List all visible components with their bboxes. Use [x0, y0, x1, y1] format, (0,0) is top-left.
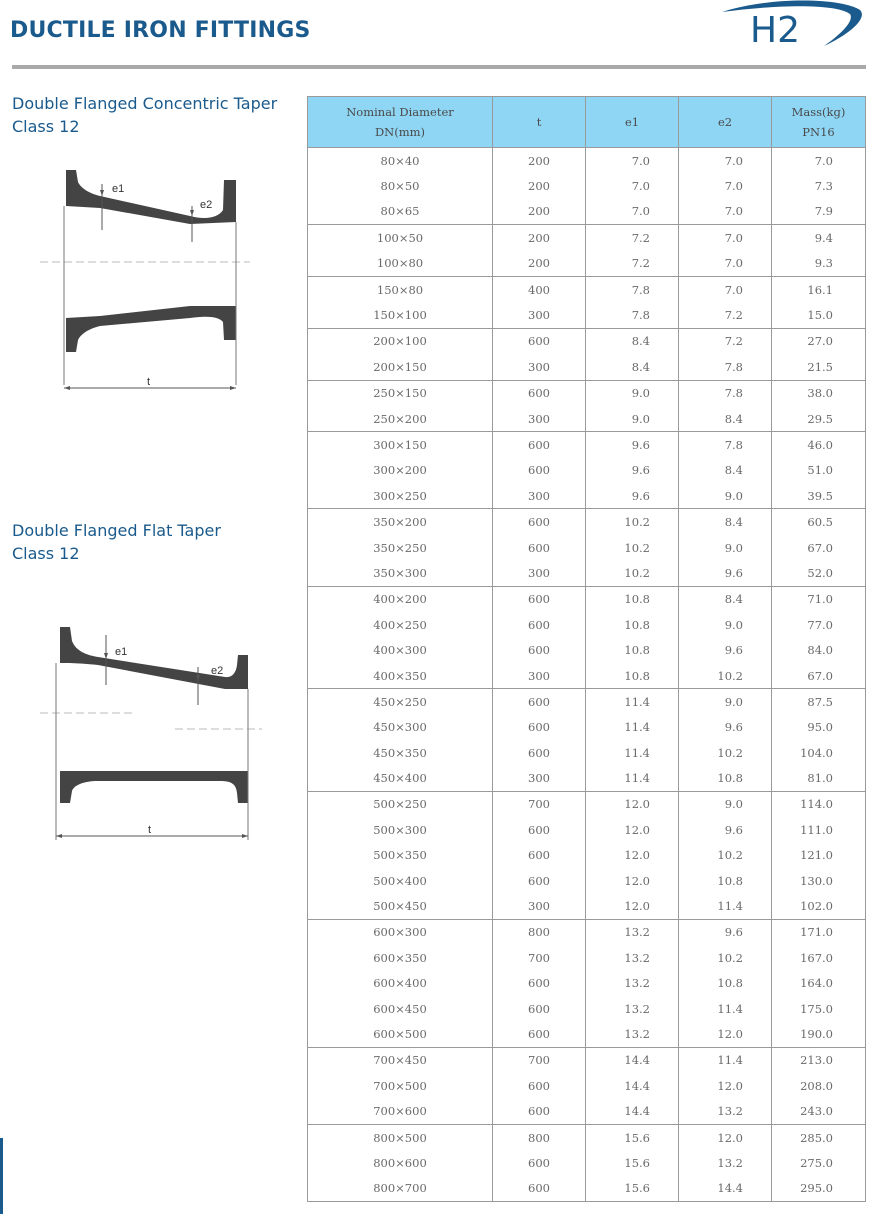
e2-cell: 8.4: [679, 458, 772, 483]
e2-cell: 7.2: [679, 328, 772, 354]
page-title: DUCTILE IRON FITTINGS: [10, 18, 311, 43]
t-cell: 400: [493, 276, 586, 302]
table-row: [308, 612, 866, 637]
e2-cell: 9.6: [679, 817, 772, 842]
t-cell: 600: [493, 689, 586, 715]
e1-cell: 13.2: [586, 919, 679, 945]
t-cell: 600: [493, 458, 586, 483]
t-cell: 600: [493, 868, 586, 893]
nominal-diameter-cell: 450×300: [308, 715, 493, 740]
nominal-diameter-cell: 300×150: [308, 432, 493, 458]
t-cell: 600: [493, 715, 586, 740]
t-cell: 600: [493, 740, 586, 765]
t-cell: 300: [493, 406, 586, 432]
nominal-diameter-cell: 250×150: [308, 380, 493, 406]
nominal-diameter-cell: 400×300: [308, 637, 493, 662]
table-row: [308, 199, 866, 225]
nominal-diameter-cell: 500×300: [308, 817, 493, 842]
table-row: [308, 689, 866, 715]
t-label: t: [148, 824, 152, 836]
nominal-diameter-cell: 200×150: [308, 354, 493, 380]
concentric-taper-diagram: [40, 170, 260, 400]
e1-cell: 7.8: [586, 276, 679, 302]
e1-cell: 15.6: [586, 1176, 679, 1202]
e1-cell: 12.0: [586, 791, 679, 817]
t-cell: 200: [493, 225, 586, 251]
table-row: [308, 843, 866, 868]
e2-cell: 7.0: [679, 199, 772, 225]
table-row: [308, 1047, 866, 1073]
t-cell: 600: [493, 1021, 586, 1047]
e2-cell: 9.0: [679, 483, 772, 509]
e2-cell: 7.8: [679, 432, 772, 458]
table-row: [308, 509, 866, 535]
mass-cell: 175.0: [772, 996, 866, 1021]
e2-cell: 11.4: [679, 996, 772, 1021]
table-row: [308, 971, 866, 996]
nominal-diameter-cell: 350×200: [308, 509, 493, 535]
table-row: [308, 1021, 866, 1047]
e2-label: e2: [211, 665, 224, 677]
e1-cell: 15.6: [586, 1124, 679, 1150]
nominal-diameter-cell: 100×80: [308, 251, 493, 277]
mass-cell: 67.0: [772, 663, 866, 689]
mass-cell: 7.0: [772, 148, 866, 174]
mass-cell: 9.4: [772, 225, 866, 251]
mass-cell: 67.0: [772, 535, 866, 560]
mass-cell: 130.0: [772, 868, 866, 893]
t-cell: 700: [493, 1047, 586, 1073]
e1-cell: 10.8: [586, 637, 679, 662]
table-row: [308, 251, 866, 277]
mass-cell: 104.0: [772, 740, 866, 765]
column-header-mass: Mass(kg) PN16: [772, 97, 866, 148]
e1-cell: 10.8: [586, 586, 679, 612]
e1-cell: 11.4: [586, 765, 679, 791]
e1-cell: 13.2: [586, 971, 679, 996]
e1-cell: 10.2: [586, 560, 679, 586]
e2-cell: 7.2: [679, 302, 772, 328]
e1-cell: 7.2: [586, 225, 679, 251]
mass-cell: 29.5: [772, 406, 866, 432]
e2-cell: 10.2: [679, 740, 772, 765]
t-cell: 200: [493, 251, 586, 277]
header-divider: [12, 65, 866, 69]
nominal-diameter-cell: 500×250: [308, 791, 493, 817]
e1-cell: 12.0: [586, 817, 679, 842]
nominal-diameter-cell: 800×700: [308, 1176, 493, 1202]
e2-cell: 10.8: [679, 971, 772, 996]
mass-cell: 208.0: [772, 1073, 866, 1098]
nominal-diameter-cell: 450×350: [308, 740, 493, 765]
t-label: t: [147, 376, 151, 388]
e1-cell: 13.2: [586, 945, 679, 970]
t-cell: 800: [493, 1124, 586, 1150]
t-cell: 600: [493, 1150, 586, 1175]
e2-cell: 12.0: [679, 1021, 772, 1047]
nominal-diameter-cell: 800×600: [308, 1150, 493, 1175]
mass-cell: 81.0: [772, 765, 866, 791]
e2-cell: 9.6: [679, 919, 772, 945]
e2-cell: 13.2: [679, 1098, 772, 1124]
lower-wall: [60, 771, 248, 803]
t-cell: 600: [493, 996, 586, 1021]
nominal-diameter-cell: 700×600: [308, 1098, 493, 1124]
nominal-diameter-cell: 300×200: [308, 458, 493, 483]
nominal-diameter-cell: 400×350: [308, 663, 493, 689]
column-header-nominal-diameter: Nominal Diameter DN(mm): [308, 97, 493, 148]
t-cell: 700: [493, 791, 586, 817]
t-cell: 300: [493, 765, 586, 791]
e1-cell: 13.2: [586, 996, 679, 1021]
lower-wall: [66, 306, 236, 352]
mass-cell: 21.5: [772, 354, 866, 380]
table-row: [308, 586, 866, 612]
nominal-diameter-cell: 700×500: [308, 1073, 493, 1098]
upper-wall: [60, 627, 248, 689]
logo-text: H2: [750, 10, 800, 51]
mass-cell: 52.0: [772, 560, 866, 586]
e1-cell: 10.8: [586, 663, 679, 689]
t-cell: 300: [493, 893, 586, 919]
table-row: [308, 765, 866, 791]
table-row: [308, 328, 866, 354]
mass-cell: 46.0: [772, 432, 866, 458]
section-class: Class 12: [12, 544, 80, 563]
t-cell: 600: [493, 612, 586, 637]
table-row: [308, 893, 866, 919]
mass-cell: 190.0: [772, 1021, 866, 1047]
t-cell: 300: [493, 663, 586, 689]
t-cell: 600: [493, 432, 586, 458]
table-row: [308, 225, 866, 251]
e2-cell: 7.0: [679, 173, 772, 198]
e2-cell: 10.2: [679, 663, 772, 689]
t-cell: 300: [493, 354, 586, 380]
t-cell: 700: [493, 945, 586, 970]
table-row: [308, 302, 866, 328]
e2-cell: 7.0: [679, 251, 772, 277]
nominal-diameter-cell: 600×400: [308, 971, 493, 996]
e2-cell: 14.4: [679, 1176, 772, 1202]
table-row: [308, 919, 866, 945]
e1-cell: 7.0: [586, 199, 679, 225]
table-header-row: [308, 97, 866, 148]
column-header-e2: e2: [679, 97, 772, 148]
e2-cell: 10.8: [679, 765, 772, 791]
mass-cell: 114.0: [772, 791, 866, 817]
e2-cell: 9.0: [679, 535, 772, 560]
e2-cell: 12.0: [679, 1073, 772, 1098]
mass-cell: 167.0: [772, 945, 866, 970]
table-row: [308, 791, 866, 817]
e2-cell: 7.8: [679, 354, 772, 380]
section-title-concentric: [12, 92, 277, 138]
e1-cell: 7.0: [586, 173, 679, 198]
nominal-diameter-cell: 400×200: [308, 586, 493, 612]
table-row: [308, 560, 866, 586]
e1-cell: 10.2: [586, 535, 679, 560]
mass-cell: 39.5: [772, 483, 866, 509]
e2-cell: 7.0: [679, 225, 772, 251]
e1-label: e1: [112, 183, 125, 195]
e2-cell: 9.6: [679, 637, 772, 662]
t-cell: 300: [493, 483, 586, 509]
table-row: [308, 740, 866, 765]
e1-cell: 9.6: [586, 458, 679, 483]
mass-cell: 213.0: [772, 1047, 866, 1073]
e1-cell: 8.4: [586, 328, 679, 354]
nominal-diameter-cell: 800×500: [308, 1124, 493, 1150]
mass-cell: 111.0: [772, 817, 866, 842]
table-row: [308, 715, 866, 740]
mass-cell: 38.0: [772, 380, 866, 406]
mass-cell: 7.9: [772, 199, 866, 225]
mass-cell: 9.3: [772, 251, 866, 277]
nominal-diameter-cell: 500×400: [308, 868, 493, 893]
e1-cell: 11.4: [586, 715, 679, 740]
section-title-flat: [12, 519, 221, 565]
nominal-diameter-cell: 80×40: [308, 148, 493, 174]
nominal-diameter-cell: 80×50: [308, 173, 493, 198]
table-row: [308, 173, 866, 198]
e2-cell: 8.4: [679, 586, 772, 612]
e1-cell: 12.0: [586, 843, 679, 868]
nominal-diameter-cell: 500×450: [308, 893, 493, 919]
mass-cell: 71.0: [772, 586, 866, 612]
e1-cell: 15.6: [586, 1150, 679, 1175]
nominal-diameter-cell: 200×100: [308, 328, 493, 354]
mass-cell: 121.0: [772, 843, 866, 868]
t-cell: 600: [493, 843, 586, 868]
e2-cell: 9.6: [679, 560, 772, 586]
e2-cell: 9.6: [679, 715, 772, 740]
e1-cell: 13.2: [586, 1021, 679, 1047]
t-cell: 600: [493, 509, 586, 535]
e1-cell: 14.4: [586, 1098, 679, 1124]
nominal-diameter-cell: 600×500: [308, 1021, 493, 1047]
t-cell: 600: [493, 586, 586, 612]
table-row: [308, 868, 866, 893]
table-row: [308, 148, 866, 174]
e2-cell: 7.8: [679, 380, 772, 406]
mass-cell: 60.5: [772, 509, 866, 535]
mass-cell: 51.0: [772, 458, 866, 483]
mass-cell: 171.0: [772, 919, 866, 945]
e1-cell: 10.8: [586, 612, 679, 637]
mass-cell: 285.0: [772, 1124, 866, 1150]
nominal-diameter-cell: 350×250: [308, 535, 493, 560]
e2-cell: 11.4: [679, 1047, 772, 1073]
table-row: [308, 354, 866, 380]
mass-cell: 27.0: [772, 328, 866, 354]
e1-cell: 12.0: [586, 893, 679, 919]
t-cell: 600: [493, 817, 586, 842]
t-cell: 200: [493, 148, 586, 174]
t-cell: 600: [493, 1176, 586, 1202]
e2-cell: 11.4: [679, 893, 772, 919]
e1-cell: 9.6: [586, 432, 679, 458]
mass-cell: 77.0: [772, 612, 866, 637]
t-cell: 200: [493, 173, 586, 198]
e1-cell: 11.4: [586, 740, 679, 765]
e1-cell: 12.0: [586, 868, 679, 893]
table-row: [308, 1150, 866, 1175]
e2-cell: 9.0: [679, 689, 772, 715]
t-cell: 600: [493, 380, 586, 406]
table-row: [308, 637, 866, 662]
specification-table: [307, 96, 866, 1202]
h2-logo: [712, 0, 872, 52]
column-header-t: t: [493, 97, 586, 148]
table-row: [308, 432, 866, 458]
mass-cell: 295.0: [772, 1176, 866, 1202]
column-header-e1: e1: [586, 97, 679, 148]
e1-cell: 7.0: [586, 148, 679, 174]
e1-cell: 9.6: [586, 483, 679, 509]
t-cell: 600: [493, 535, 586, 560]
e1-cell: 8.4: [586, 354, 679, 380]
mass-cell: 16.1: [772, 276, 866, 302]
nominal-diameter-cell: 400×250: [308, 612, 493, 637]
section-heading: Double Flanged Concentric Taper: [12, 94, 278, 113]
table-row: [308, 817, 866, 842]
table-row: [308, 1176, 866, 1202]
mass-cell: 95.0: [772, 715, 866, 740]
mass-cell: 164.0: [772, 971, 866, 996]
nominal-diameter-cell: 250×200: [308, 406, 493, 432]
table-row: [308, 1073, 866, 1098]
t-cell: 600: [493, 637, 586, 662]
e1-cell: 9.0: [586, 406, 679, 432]
upper-wall: [66, 170, 236, 224]
table-row: [308, 996, 866, 1021]
nominal-diameter-cell: 350×300: [308, 560, 493, 586]
e2-cell: 9.0: [679, 612, 772, 637]
e2-cell: 9.0: [679, 791, 772, 817]
e1-cell: 7.2: [586, 251, 679, 277]
mass-cell: 7.3: [772, 173, 866, 198]
mass-cell: 87.5: [772, 689, 866, 715]
table-row: [308, 663, 866, 689]
table-row: [308, 458, 866, 483]
nominal-diameter-cell: 700×450: [308, 1047, 493, 1073]
t-cell: 600: [493, 1098, 586, 1124]
t-cell: 200: [493, 199, 586, 225]
e2-cell: 10.2: [679, 843, 772, 868]
table-row: [308, 1124, 866, 1150]
e1-label: e1: [115, 646, 128, 658]
e1-cell: 7.8: [586, 302, 679, 328]
mass-cell: 102.0: [772, 893, 866, 919]
e2-cell: 12.0: [679, 1124, 772, 1150]
t-cell: 300: [493, 302, 586, 328]
table-row: [308, 945, 866, 970]
flat-taper-diagram: [40, 625, 270, 850]
mass-cell: 243.0: [772, 1098, 866, 1124]
table-row: [308, 276, 866, 302]
e1-cell: 9.0: [586, 380, 679, 406]
table-row: [308, 535, 866, 560]
e1-cell: 14.4: [586, 1047, 679, 1073]
table-body: [308, 148, 866, 1202]
nominal-diameter-cell: 300×250: [308, 483, 493, 509]
e2-cell: 10.8: [679, 868, 772, 893]
t-cell: 600: [493, 1073, 586, 1098]
nominal-diameter-cell: 150×100: [308, 302, 493, 328]
t-cell: 600: [493, 971, 586, 996]
e2-cell: 8.4: [679, 509, 772, 535]
mass-cell: 275.0: [772, 1150, 866, 1175]
t-cell: 800: [493, 919, 586, 945]
t-cell: 300: [493, 560, 586, 586]
e2-label: e2: [200, 199, 213, 211]
nominal-diameter-cell: 450×400: [308, 765, 493, 791]
e1-cell: 10.2: [586, 509, 679, 535]
t-cell: 600: [493, 328, 586, 354]
nominal-diameter-cell: 450×250: [308, 689, 493, 715]
e2-cell: 10.2: [679, 945, 772, 970]
e2-cell: 7.0: [679, 276, 772, 302]
e1-cell: 14.4: [586, 1073, 679, 1098]
mass-cell: 15.0: [772, 302, 866, 328]
table-row: [308, 483, 866, 509]
nominal-diameter-cell: 80×65: [308, 199, 493, 225]
e1-cell: 11.4: [586, 689, 679, 715]
nominal-diameter-cell: 100×50: [308, 225, 493, 251]
section-heading: Double Flanged Flat Taper: [12, 521, 221, 540]
mass-cell: 84.0: [772, 637, 866, 662]
nominal-diameter-cell: 600×350: [308, 945, 493, 970]
table-row: [308, 380, 866, 406]
table-row: [308, 1098, 866, 1124]
e2-cell: 13.2: [679, 1150, 772, 1175]
nominal-diameter-cell: 600×300: [308, 919, 493, 945]
nominal-diameter-cell: 600×450: [308, 996, 493, 1021]
nominal-diameter-cell: 500×350: [308, 843, 493, 868]
page-edge-marker: [0, 1138, 3, 1214]
e2-cell: 8.4: [679, 406, 772, 432]
nominal-diameter-cell: 150×80: [308, 276, 493, 302]
table-row: [308, 406, 866, 432]
e2-cell: 7.0: [679, 148, 772, 174]
section-class: Class 12: [12, 117, 80, 136]
